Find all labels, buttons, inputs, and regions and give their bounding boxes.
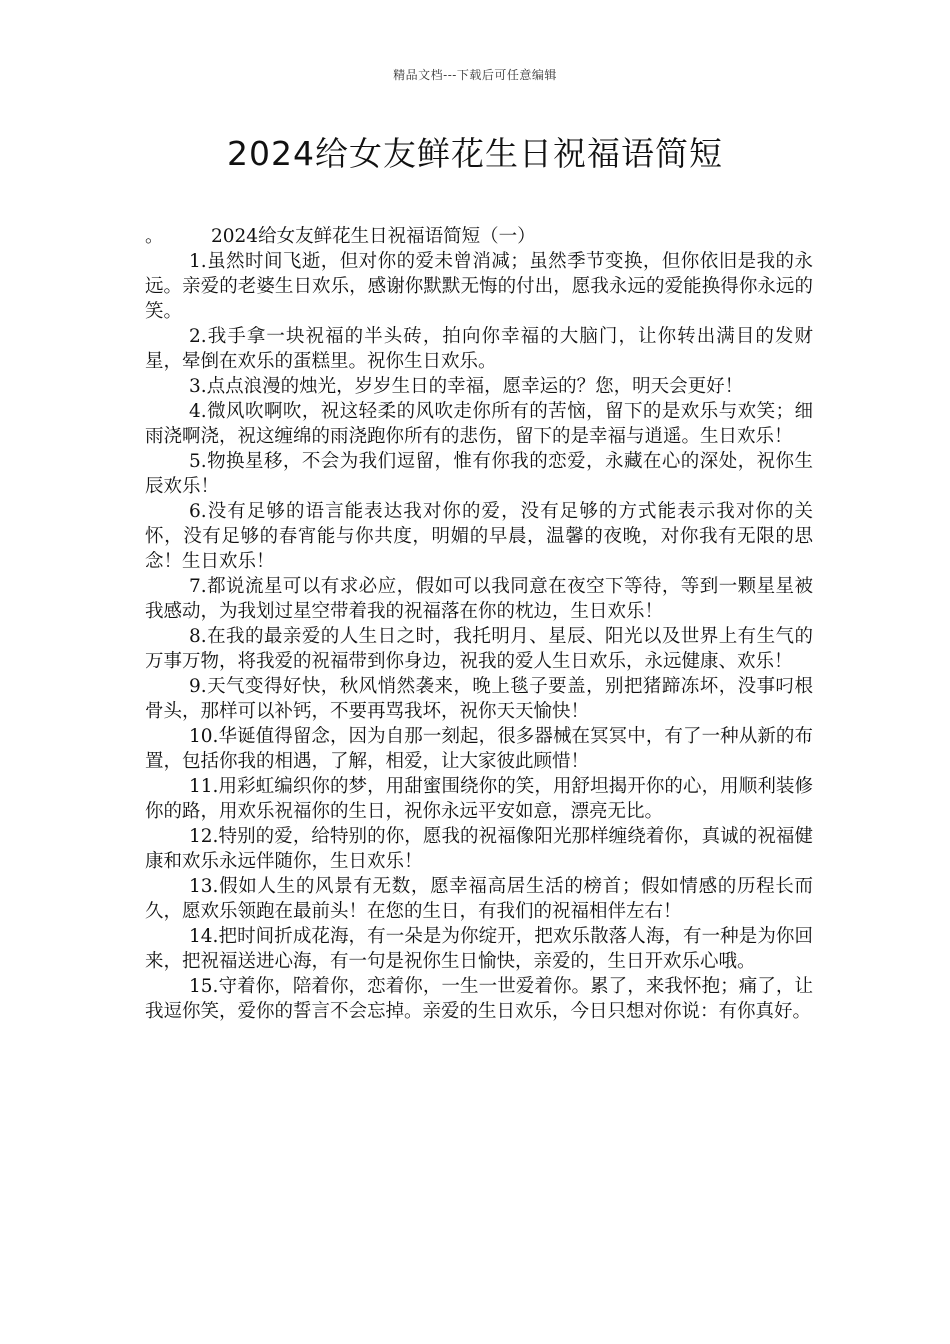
wish-paragraph-3: 3.点点浪漫的烛光，岁岁生日的幸福，愿幸运的？您，明天会更好！	[189, 376, 744, 397]
wish-paragraph-4: 4.微风吹啊吹，祝这轻柔的风吹走你所有的苦恼，留下的是欢乐与欢笑；细雨浇啊浇，祝这缠绵的雨浇跑你所有的悲伤，留下的是幸福与逍遥。生日欢乐！	[145, 401, 813, 447]
section-heading-line	[145, 224, 813, 249]
wish-paragraph-15: 15.守着你，陪着你，恋着你，一生一世爱着你。累了，来我怀抱；痛了，让我逗你笑，爱你的誓言不会忘掉。亲爱的生日欢乐，今日只想对你说：有你真好。	[145, 976, 813, 1022]
wish-paragraph-13: 13.假如人生的风景有无数，愿幸福高居生活的榜首；假如情感的历程长而久，愿欢乐领跑在最前头！在您的生日，有我们的祝福相伴左右！	[145, 876, 813, 922]
wish-paragraph-2: 2.我手拿一块祝福的半头砖，拍向你幸福的大脑门，让你转出满目的发财星，晕倒在欢乐的蛋糕里。祝你生日欢乐。	[145, 326, 813, 372]
header-note: 精品文档---下载后可任意编辑	[393, 68, 557, 82]
section-lead-mark: 。	[145, 226, 164, 247]
document-title: 2024给女友鲜花生日祝福语简短	[227, 134, 723, 173]
wish-paragraph-1: 1.虽然时间飞逝，但对你的爱未曾消减；虽然季节变换，但你依旧是我的永远。亲爱的老婆生日欢乐，感谢你默默无悔的付出，愿我永远的爱能换得你永远的笑。	[145, 251, 813, 322]
wish-paragraph-7: 7.都说流星可以有求必应，假如可以我同意在夜空下等待，等到一颗星星被我感动，为我划过星空带着我的祝福落在你的枕边，生日欢乐！	[145, 576, 813, 622]
wish-paragraph-5: 5.物换星移，不会为我们逗留，惟有你我的恋爱，永藏在心的深处，祝你生辰欢乐！	[145, 451, 813, 497]
wish-paragraph-10: 10.华诞值得留念，因为自那一刻起，很多器械在冥冥中，有了一种从新的布置，包括你我的相遇，了解，相爱，让大家彼此顾惜！	[145, 726, 813, 772]
wish-paragraph-11: 11.用彩虹编织你的梦，用甜蜜围绕你的笑，用舒坦揭开你的心，用顺利装修你的路，用欢乐祝福你的生日，祝你永远平安如意，漂亮无比。	[145, 776, 813, 822]
wish-paragraph-12: 12.特别的爱，给特别的你，愿我的祝福像阳光那样缠绕着你，真诚的祝福健康和欢乐永远伴随你，生日欢乐！	[145, 826, 813, 872]
section-heading: 2024给女友鲜花生日祝福语简短（一）	[211, 226, 536, 247]
wish-paragraph-8: 8.在我的最亲爱的人生日之时，我托明月、星辰、阳光以及世界上有生气的万事万物，将我爱的祝福带到你身边，祝我的爱人生日欢乐，永远健康、欢乐！	[145, 626, 813, 672]
wish-paragraph-14: 14.把时间折成花海，有一朵是为你绽开，把欢乐散落人海，有一种是为你回来，把祝福送进心海，有一句是祝你生日愉快，亲爱的，生日开欢乐心哦。	[145, 926, 813, 972]
wish-paragraph-9: 9.天气变得好快，秋风悄然袭来，晚上毯子要盖，别把猪蹄冻坏，没事叼根骨头，那样可以补钙，不要再骂我坏，祝你天天愉快！	[145, 676, 813, 722]
wish-paragraph-6: 6.没有足够的语言能表达我对你的爱，没有足够的方式能表示我对你的关怀，没有足够的春宵能与你共度，明媚的早晨，温馨的夜晚，对你我有无限的思念！生日欢乐！	[145, 501, 813, 572]
document-body	[145, 224, 813, 1024]
